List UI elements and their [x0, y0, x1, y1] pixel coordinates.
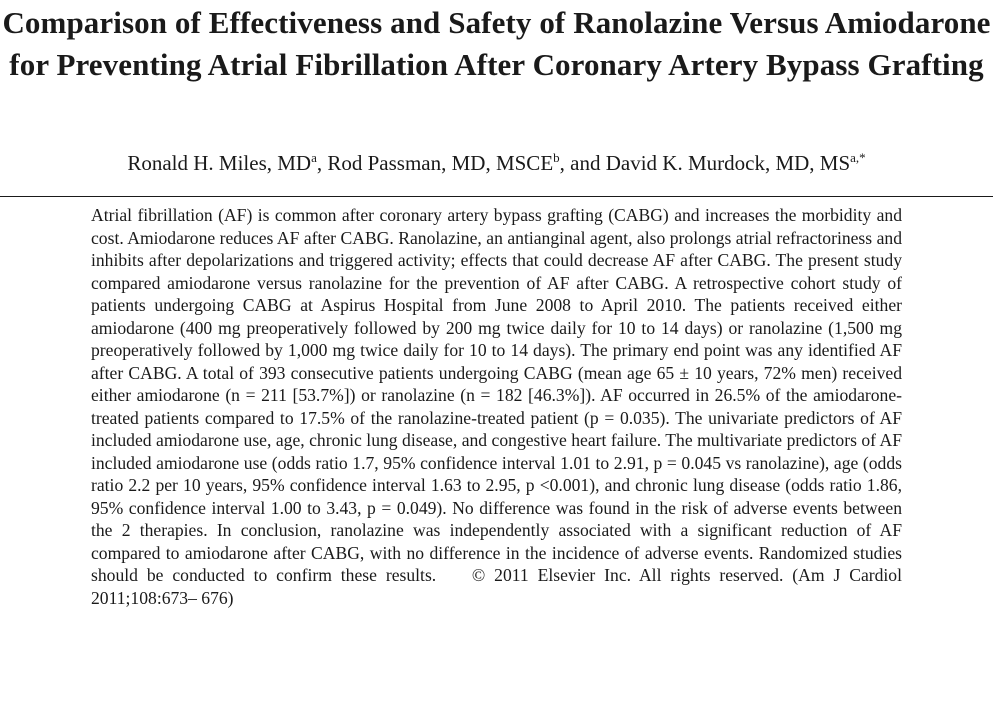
author-name: David K. Murdock, MD, MS: [605, 151, 851, 175]
author-name: Rod Passman, MD, MSCE: [327, 151, 554, 175]
author-affiliation: a: [311, 150, 317, 165]
header-divider: [0, 196, 993, 197]
abstract-text: Atrial fibrillation (AF) is common after coronary artery bypass grafting (CABG) and increases the morbidity and cost. Amiodarone reduces AF after CABG. Ranolazine, an antianginal agent, also prolongs atrial refractoriness and inhibits after depolarizations and triggered activity; effects that could decrease AF after CABG. The present study compared amiodarone versus ranolazine for the prevention of AF after CABG. A retrospective cohort study of patients undergoing CABG at Aspirus Hospital from June 2008 to April 2010. The patients received either amiodarone (400 mg preoperatively followed by 200 mg twice daily for 10 to 14 days) or ranolazine (1,500 mg preoperatively followed by 1,000 mg twice daily for 10 to 14 days). The primary end point was any identified AF after CABG. A total of 393 consecutive patients undergoing CABG (mean age 65 ± 10 years, 72% men) received either amiodarone (n = 211 [53.7%]) or ranolazine (n = 182 [46.3%]). AF occurred in 26.5% of the amiodarone-treated patients compared to 17.5% of the ranolazine-treated patient (p = 0.035). The univariate predictors of AF included amiodarone use, age, chronic lung disease, and congestive heart failure. The multivariate predictors of AF included amiodarone use (odds ratio 1.7, 95% confidence interval 1.01 to 2.91, p = 0.045 vs ranolazine), age (odds ratio 2.2 per 10 years, 95% confidence interval 1.63 to 2.95, p <0.001), and chronic lung disease (odds ratio 1.86, 95% confidence interval 1.00 to 3.43, p = 0.049). No difference was found in the risk of adverse events between the 2 therapies. In conclusion, ranolazine was independently associated with a significant reduction of AF compared to amiodarone after CABG, with no difference in the incidence of adverse events. Randomized studies should be conducted to confirm these results.: [91, 205, 902, 585]
abstract: [91, 204, 902, 609]
author-separator: , and: [559, 151, 606, 175]
author-affiliation: a,*: [850, 150, 866, 165]
journal-citation: (Am J Cardiol 2011;108:673– 676): [91, 565, 902, 608]
author-list: [0, 148, 993, 178]
copyright-notice: © 2011 Elsevier Inc. All rights reserved.: [471, 565, 784, 585]
author-name: Ronald H. Miles, MD: [127, 151, 312, 175]
article-title: Comparison of Effectiveness and Safety of Ranolazine Versus Amiodarone for Preventing Atrial Fibrillation After Coronary Artery Bypass Grafting: [2, 5, 991, 82]
author-affiliation: b: [553, 150, 560, 165]
author-separator: ,: [316, 151, 328, 175]
